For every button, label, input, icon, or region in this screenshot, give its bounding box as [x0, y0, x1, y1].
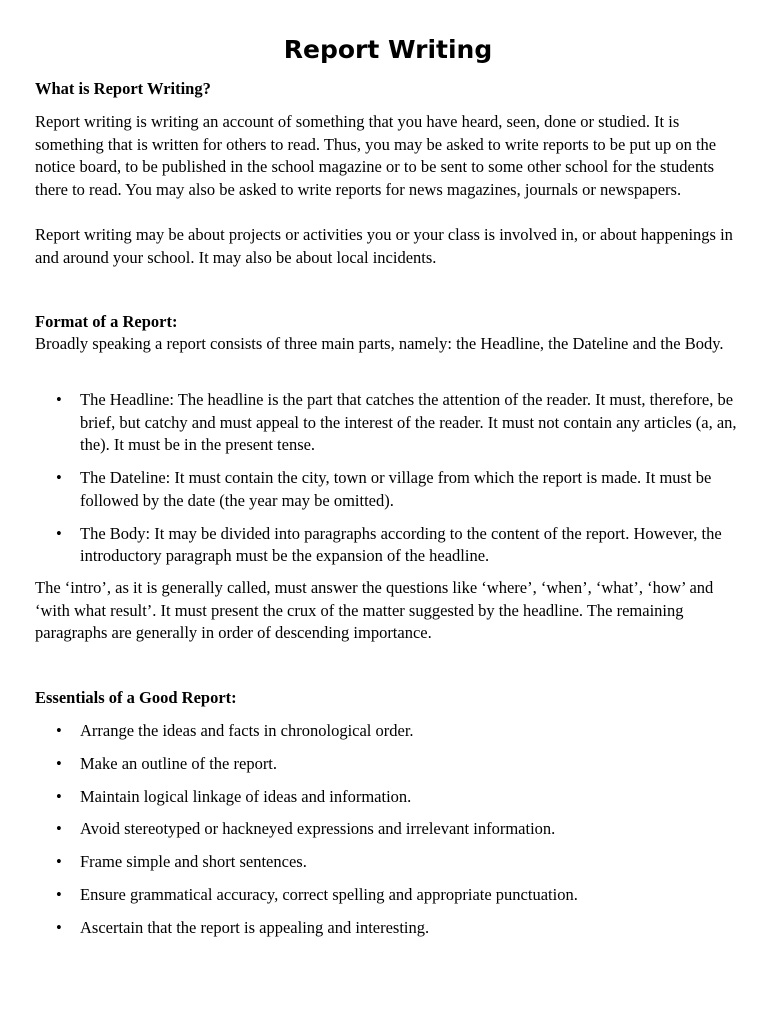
essentials-bullet-list [0, 720, 748, 949]
list-item-text: Ascertain that the report is appealing and interesting. [80, 917, 430, 937]
bullet-icon: • [56, 917, 62, 937]
page-title: Report Writing [283, 35, 493, 64]
intro-paragraph: Report writing is writing an account of something that you have heard, seen, done or studied. It is something that is written for others to read. Thus, you may be asked to write reports to be put up on the notice board, to be published in the school magazine or to be sent to some other school for the students there to read. You may also be asked to write reports for news magazines, journals or newspapers. [35, 112, 717, 199]
list-item-text: The Dateline: It must contain the city, town or village from which the report is made. It must be followed by the date (the year may be omitted). [80, 468, 712, 510]
bullet-icon: • [56, 721, 62, 740]
list-item [0, 851, 748, 874]
list-item-text: The Headline: The headline is the part that catches the attention of the reader. It must, therefore, be brief, but catchy and must appeal to the interest of the reader. It must not contain any articles (a, an, the). It must be in the present tense. [80, 390, 737, 455]
bullet-icon: • [56, 390, 62, 409]
section-heading-essentials: Essentials of a Good Report: [35, 688, 237, 707]
list-item-text: Maintain logical linkage of ideas and information. [80, 786, 412, 806]
list-item-text: Ensure grammatical accuracy, correct spelling and appropriate punctuation. [80, 884, 578, 904]
list-item-text: Frame simple and short sentences. [80, 852, 307, 872]
list-item [0, 389, 748, 457]
format-closing-paragraph: The ‘intro’, as it is generally called, must answer the questions like ‘where’, ‘when’, ‘what’, ‘how’ and ‘with what result’. It must present the crux of the matter suggested by the headline. The remaining paragraphs are generally in order of descending importance. [35, 578, 714, 643]
bullet-icon: • [56, 523, 62, 543]
bullet-icon: • [56, 468, 62, 488]
list-item [0, 786, 748, 809]
section-heading-format: Format of a Report: [35, 312, 178, 331]
list-item-text: Make an outline of the report. [80, 753, 278, 773]
intro-paragraph-2: Report writing may be about projects or activities you or your class is involved in, or about happenings in and around your school. It may also be about local incidents. [35, 225, 733, 267]
bullet-icon: • [56, 852, 62, 872]
format-intro-paragraph: Broadly speaking a report consists of three main parts, namely: the Headline, the Dateline and the Body. [35, 334, 724, 353]
list-item [0, 523, 748, 568]
list-item-text: Avoid stereotyped or hackneyed expressions and irrelevant information. [80, 819, 556, 839]
bullet-icon: • [56, 819, 62, 839]
section-heading-what-is-report-writing: What is Report Writing? [35, 79, 211, 98]
list-item [0, 818, 748, 841]
list-item [0, 720, 748, 743]
list-item [0, 884, 748, 907]
list-item [0, 467, 748, 512]
bullet-icon: • [56, 884, 62, 904]
list-item [0, 753, 748, 776]
format-bullet-list [0, 389, 748, 578]
bullet-icon: • [56, 753, 62, 773]
list-item [0, 917, 748, 940]
bullet-icon: • [56, 786, 62, 806]
list-item-text: The Body: It may be divided into paragraphs according to the content of the report. However, the introductory paragraph must be the expansion of the headline. [80, 523, 722, 566]
list-item-text: Arrange the ideas and facts in chronological order. [80, 721, 414, 740]
